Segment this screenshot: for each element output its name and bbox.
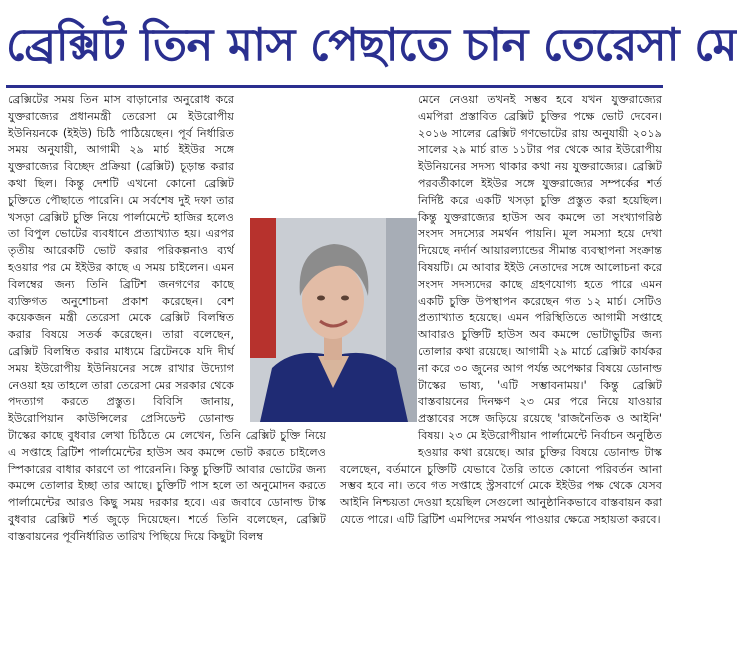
headline: ব্রেক্সিট তিন মাস পেছাতে চান তেরেসা মে [6, 18, 737, 71]
article-text-left: ব্রেক্সিটের সময় তিন মাস বাড়ানোর অনুরোধ করে যুক্তরাজ্যের প্রধানমন্ত্রী তেরেসা মে ইউরোপীয় ইউনিয়নকে (ইইউ) চিঠি পাঠিয়েছেন। পূর্ব নির্ধারিত সময় অনুযায়ী, আগামী ২৯ মার্চ ইইউর সঙ্গে যুক্তরাজ্যের বিচ্ছেদ প্রক্রিয়া (ব্রেক্সিট) চূড়ান্ত করার কথা ছিল। কিন্তু দেশটি এখনো কোনো ব্রেক্সিট চুক্তিতে পৌছাতে পারেনি। মে সর্বশেষ দুই দফা তার খসড়া ব্রেক্সিট চুক্তি নিয়ে পার্লামেন্টে হাজির হলেও তা বিপুল ভোটের ব্যবধানে প্রত্যাখ্যাত হয়। এরপর তৃতীয় আরেকটি ভোট করার পরিকল্পনাও ব্যর্থ হওয়ার পর মে ইইউর কাছে এ সময় চাইলেন। এমন বিলম্বের জন্য তিনি ব্রিটিশ জনগণের কাছে ব্যক্তিগত অনুশোচনা প্রকাশ করেছেন। বেশ কয়েকজন মন্ত্রী তেরেসা মেকে ব্রেক্সিট বিলম্বিত করার বিষয়ে সতর্ক করেছেন। তারা বলেছেন, ব্রেক্সিট বিলম্বিত করার মাধ্যমে ব্রিটেনকে যদি দীর্ঘ সময় ইউরোপীয় ইউনিয়নের সঙ্গে রাখার উদ্যোগ নেওয়া হয় তাহলে তারা তেরেসা মের সরকার থেকে পদত্যাগ করতে প্রস্তুত। বিবিসি জানায়, ইউরোপিয়ান কাউন্সিলের প্রেসিডেন্ট ডোনাল্ড টাস্কের কাছে বুধবার লেখা চিঠিতে মে লেখেন, তিনি ব্রেক্সিট চুক্তি নিয়ে এ সপ্তাহে ব্রিটিশ পার্লামেন্টের হাউস অব কমন্সে ভোট করতে চাইলেও স্পিকারের বাধার কারণে তা পারেননি। কিন্তু চুক্তিটি আবার ভোটের জন্য কমন্সে তোলার ইচ্ছা তার আছে। চুক্তিটি পাস হলে তা অনুমোদন করতে পার্লামেন্টের আরও কিছু সময় দরকার হবে। এর জবাবে ডোনাল্ড টাস্ক বুধবার ব্রেক্সিট শর্ত জুড়ে দিয়েছেন। শর্তে তিনি বলেছেন, ব্রেক্সিট বাস্তবায়নের পূর্বনির্ধারিত তারিখ পিছিয়ে দিয়ে কিছুটা বিলম্ব [8, 93, 326, 543]
article-text-right: মেনে নেওয়া তখনই সম্ভব হবে যখন যুক্তরাজ্যের এমপিরা প্রস্তাবিত ব্রেক্সিট চুক্তির পক্ষে ভোট দেবেন। ২০১৬ সালের ব্রেক্সিট গণভোটের রায় অনুযায়ী ২০১৯ সালের ২৯ মার্চ রাত ১১টার পর থেকে আর ইউরোপীয় ইউনিয়নের সদস্য থাকার কথা নয় যুক্তরাজ্যের। ব্রেক্সিট পরবর্তীকালে ইইউর সঙ্গে যুক্তরাজ্যের সম্পর্কের শর্ত নির্দিষ্ট করে একটি খসড়া চুক্তি প্রস্তুত করা হয়েছিল। কিন্তু যুক্তরাজ্যের হাউস অব কমন্সে তা সংখ্যাগরিষ্ঠ সংসদ সদস্যের সমর্থন পায়নি। মূল সমস্যা হয়ে দেখা দিয়েছে নর্দার্ন আয়ারল্যান্ডের সীমান্ত ব্যবস্থাপনা সংক্রান্ত বিষয়টি। মে আবার ইইউ নেতাদের সঙ্গে আলোচনা করে সংসদ সদস্যদের কাছে গ্রহণযোগ্য হতে পারে এমন একটি চুক্তি উপস্থাপন করেছেন গত ১২ মার্চ। সেটিও প্রত্যাখ্যাত হয়েছে। এমন পরিস্থিতিতে আগামী সপ্তাহে আবারও চুক্তিটি হাউস অব কমন্সে ভোটাভুটির জন্য তোলার কথা রয়েছে। আগামী ২৯ মার্চে ব্রেক্সিট কার্যকর না করে ৩০ জুনের আগ পর্যন্ত অপেক্ষার বিষয়ে ডোনাল্ড টাস্কের ভাষ্য, 'এটি সম্ভাবনাময়।' কিন্তু ব্রেক্সিট বাস্তবায়নের দিনক্ষণ ২৩ মের পরে নিয়ে যাওয়ার প্রস্তাবের সঙ্গে জড়িয়ে রয়েছে 'রাজনৈতিক ও আইনি' বিষয়। ২৩ মে ইউরোপীয়ান পার্লামেন্টে নির্বাচন অনুষ্ঠিত হওয়ার কথা রয়েছে। আর চুক্তির বিষয়ে ডোনাল্ড টাস্ক বলেছেন, বর্তমানে চুক্তিটি যেভাবে তৈরি তাতে কোনো পরিবর্তন আনা সম্ভব হবে না। তবে গত সপ্তাহে স্ট্রসবার্গে মেকে ইইউর পক্ষ থেকে যেসব আইনি নিশ্চয়তা দেওয়া হয়েছিল সেগুলো আনুষ্ঠানিকভাবে বাস্তবায়ন করা যেতে পারে। এটি ব্রিটিশ এমপিদের সমর্থন পাওয়ার ক্ষেত্রে সহায়তা করবে। [340, 93, 662, 526]
headline-rule [6, 85, 663, 88]
theresa-may-photo [250, 218, 417, 422]
